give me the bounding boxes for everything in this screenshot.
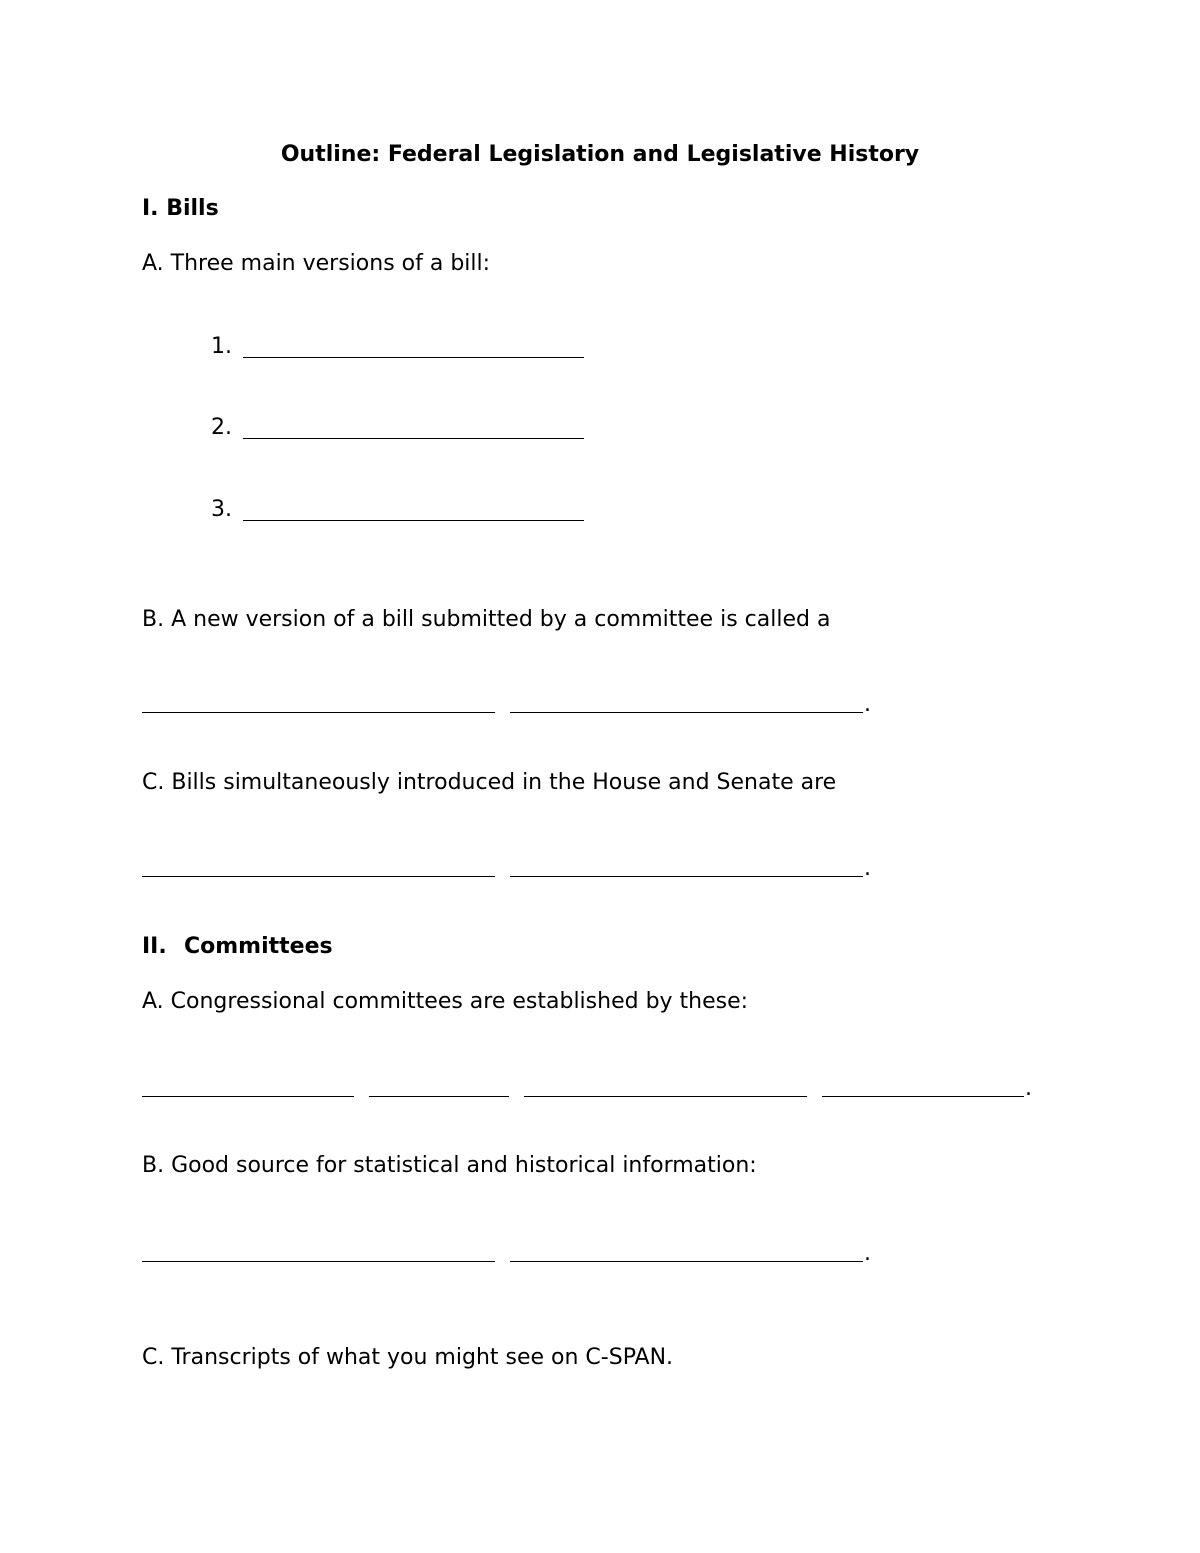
question-1c: C. Bills simultaneously introduced in the House and Senate are <box>142 770 837 795</box>
answer-blank-2a-1[interactable] <box>142 1096 354 1097</box>
answer-blank-1c-1[interactable] <box>142 876 495 877</box>
answer-blank-1a-2[interactable] <box>243 438 584 439</box>
period-2a: . <box>1025 1076 1032 1101</box>
answer-blank-1b-2[interactable] <box>510 712 863 713</box>
period-1b: . <box>864 692 871 717</box>
answer-blank-1a-3[interactable] <box>243 520 584 521</box>
question-1b: B. A new version of a bill submitted by a committee is called a <box>142 607 831 632</box>
answer-blank-2b-1[interactable] <box>142 1261 495 1262</box>
section-heading-committees: Committees <box>184 934 333 959</box>
answer-blank-1a-1[interactable] <box>243 357 584 358</box>
list-number-1: 1. <box>211 334 232 359</box>
answer-blank-2a-2[interactable] <box>369 1096 509 1097</box>
section-heading-number: II. <box>142 934 167 959</box>
question-2a: A. Congressional committees are established by these: <box>142 989 749 1014</box>
answer-blank-2a-3[interactable] <box>524 1096 807 1097</box>
answer-blank-1c-2[interactable] <box>510 876 863 877</box>
question-2c: C. Transcripts of what you might see on C-SPAN. <box>142 1345 674 1370</box>
period-2b: . <box>864 1241 871 1266</box>
answer-blank-1b-1[interactable] <box>142 712 495 713</box>
question-1a: A. Three main versions of a bill: <box>142 251 491 276</box>
period-1c: . <box>864 856 871 881</box>
answer-blank-2a-4[interactable] <box>822 1096 1024 1097</box>
answer-blank-2b-2[interactable] <box>510 1261 863 1262</box>
question-2b: B. Good source for statistical and historical information: <box>142 1153 757 1178</box>
list-number-2: 2. <box>211 415 232 440</box>
page-title: Outline: Federal Legislation and Legislative History <box>280 142 920 167</box>
section-heading-bills: I. Bills <box>142 196 219 221</box>
list-number-3: 3. <box>211 497 232 522</box>
